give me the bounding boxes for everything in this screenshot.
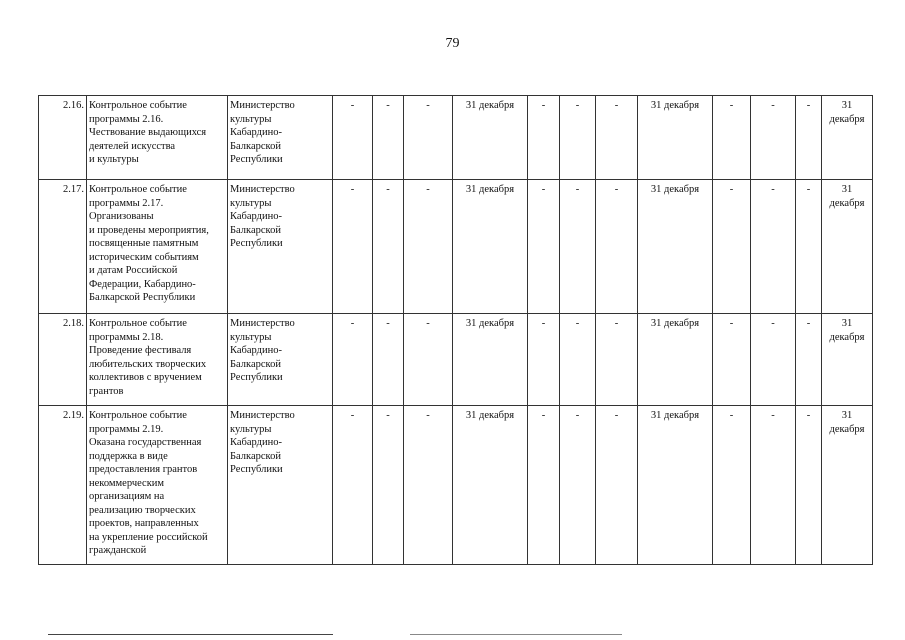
term-cell: -: [713, 96, 751, 180]
responsible-line: Балкарской: [230, 450, 281, 462]
responsible-line: Республики: [230, 464, 283, 475]
event-description: [87, 96, 228, 180]
term-cell: 31 декабря: [453, 406, 528, 565]
term-cell: -: [333, 180, 373, 314]
description-line: предоставления грантов: [89, 464, 198, 475]
event-description: [87, 180, 228, 314]
table-row: [39, 406, 873, 565]
row-number: 2.17.: [39, 180, 87, 314]
term-cell: -: [560, 314, 596, 406]
description-line: посвященные памятным: [89, 238, 199, 249]
description-line: некоммерческим: [89, 477, 165, 489]
event-description: [87, 406, 228, 565]
responsible-line: Кабардино-: [230, 211, 282, 222]
page-number: 79: [445, 36, 460, 51]
description-line: поддержка в виде: [89, 450, 168, 462]
term-cell: -: [713, 180, 751, 314]
signature-line-left: [48, 634, 333, 635]
term-cell: 31 декабря: [822, 180, 873, 314]
description-line: программы 2.19.: [89, 423, 164, 435]
term-cell: -: [404, 180, 453, 314]
signature-line-right: [410, 634, 622, 635]
description-line: проектов, направленных: [89, 518, 199, 529]
description-line: и культуры: [89, 154, 139, 165]
term-cell: -: [528, 314, 560, 406]
term-cell: -: [751, 96, 796, 180]
term-cell: -: [404, 406, 453, 565]
description-line: Оказана государственная: [89, 437, 202, 448]
responsible-line: Балкарской: [230, 140, 281, 152]
term-cell: -: [751, 314, 796, 406]
responsible-executor: [228, 314, 333, 406]
description-line: Контрольное событие: [89, 184, 187, 195]
row-number: 2.19.: [39, 406, 87, 565]
description-line: Проведение фестиваля: [89, 345, 192, 356]
term-cell: -: [333, 406, 373, 565]
description-line: Балкарской Республики: [89, 292, 196, 303]
term-cell: 31 декабря: [638, 406, 713, 565]
event-schedule-table: [38, 95, 873, 565]
responsible-line: Министерство: [230, 100, 295, 111]
description-line: и проведены мероприятия,: [89, 224, 209, 236]
term-cell: -: [796, 96, 822, 180]
schedule-body: [39, 96, 873, 565]
term-cell: 31 декабря: [638, 314, 713, 406]
description-line: Федерации, Кабардино-: [89, 278, 196, 290]
term-cell: -: [596, 406, 638, 565]
responsible-executor: [228, 180, 333, 314]
term-cell: -: [560, 180, 596, 314]
term-cell: -: [373, 180, 404, 314]
term-cell: 31 декабря: [822, 406, 873, 565]
term-cell: 31 декабря: [638, 96, 713, 180]
term-cell: -: [373, 406, 404, 565]
description-line: Контрольное событие: [89, 318, 187, 329]
description-line: реализацию творческих: [89, 504, 196, 516]
responsible-line: Кабардино-: [230, 127, 282, 138]
term-cell: -: [596, 96, 638, 180]
description-line: программы 2.17.: [89, 197, 164, 209]
row-number: 2.18.: [39, 314, 87, 406]
term-cell: -: [333, 314, 373, 406]
description-line: Контрольное событие: [89, 410, 187, 421]
term-cell: 31 декабря: [453, 180, 528, 314]
responsible-executor: [228, 96, 333, 180]
table-row: [39, 96, 873, 180]
description-line: Чествование выдающихся: [89, 127, 207, 138]
term-cell: -: [796, 180, 822, 314]
description-line: грантов: [89, 385, 124, 397]
responsible-line: Балкарской: [230, 224, 281, 236]
description-line: на укрепление российской: [89, 531, 208, 543]
description-line: деятелей искусства: [89, 140, 176, 152]
term-cell: -: [596, 314, 638, 406]
description-line: Организованы: [89, 211, 154, 222]
term-cell: -: [333, 96, 373, 180]
table-row: [39, 180, 873, 314]
term-cell: -: [404, 314, 453, 406]
event-description: [87, 314, 228, 406]
responsible-line: культуры: [230, 113, 272, 125]
table-row: [39, 314, 873, 406]
responsible-line: Республики: [230, 372, 283, 383]
term-cell: -: [528, 180, 560, 314]
term-cell: -: [713, 406, 751, 565]
description-line: организациям на: [89, 491, 165, 502]
term-cell: -: [796, 314, 822, 406]
term-cell: -: [751, 180, 796, 314]
term-cell: -: [373, 96, 404, 180]
term-cell: -: [751, 406, 796, 565]
description-line: гражданской: [89, 545, 147, 556]
responsible-line: Кабардино-: [230, 437, 282, 448]
responsible-line: Министерство: [230, 184, 295, 195]
term-cell: -: [560, 96, 596, 180]
responsible-executor: [228, 406, 333, 565]
term-cell: 31 декабря: [453, 96, 528, 180]
responsible-line: культуры: [230, 197, 272, 209]
responsible-line: культуры: [230, 331, 272, 343]
term-cell: 31 декабря: [822, 96, 873, 180]
responsible-line: Министерство: [230, 318, 295, 329]
description-line: коллективов с вручением: [89, 372, 202, 383]
term-cell: -: [373, 314, 404, 406]
description-line: любительских творческих: [89, 358, 207, 370]
responsible-line: культуры: [230, 423, 272, 435]
term-cell: -: [796, 406, 822, 565]
responsible-line: Кабардино-: [230, 345, 282, 356]
responsible-line: Республики: [230, 154, 283, 165]
description-line: программы 2.16.: [89, 113, 164, 125]
description-line: и датам Российской: [89, 265, 178, 276]
description-line: историческим событиям: [89, 251, 199, 263]
responsible-line: Балкарской: [230, 358, 281, 370]
responsible-line: Республики: [230, 238, 283, 249]
term-cell: 31 декабря: [638, 180, 713, 314]
term-cell: 31 декабря: [453, 314, 528, 406]
term-cell: -: [560, 406, 596, 565]
term-cell: -: [713, 314, 751, 406]
responsible-line: Министерство: [230, 410, 295, 421]
term-cell: 31 декабря: [822, 314, 873, 406]
term-cell: -: [528, 406, 560, 565]
term-cell: -: [528, 96, 560, 180]
term-cell: -: [404, 96, 453, 180]
description-line: программы 2.18.: [89, 331, 164, 343]
term-cell: -: [596, 180, 638, 314]
row-number: 2.16.: [39, 96, 87, 180]
description-line: Контрольное событие: [89, 100, 187, 111]
